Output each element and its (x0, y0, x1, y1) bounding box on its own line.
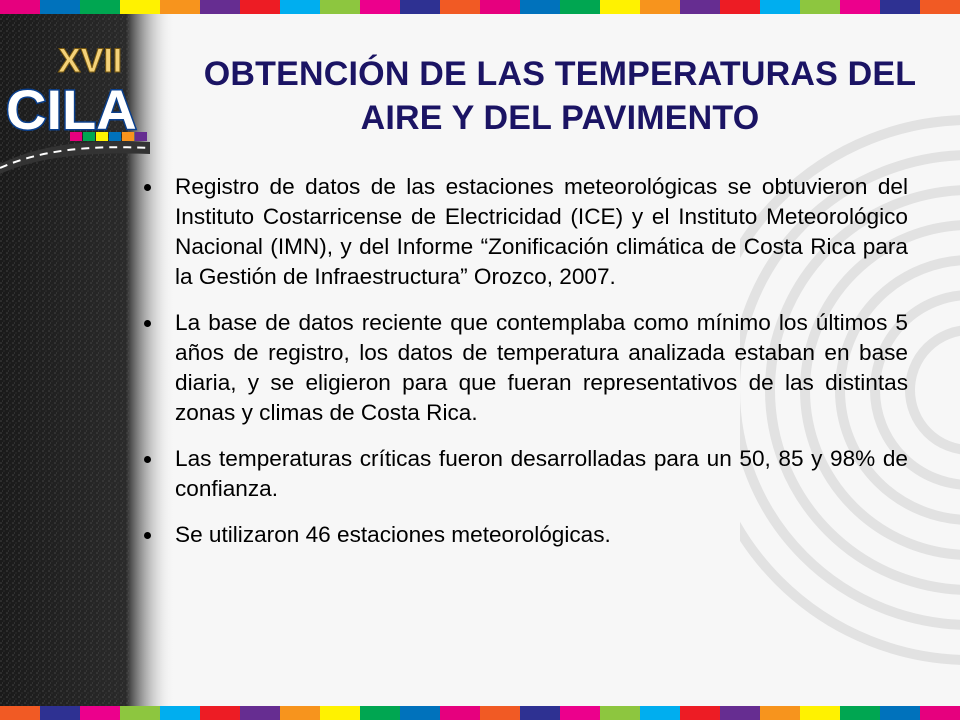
logo-acronym: CILA (6, 78, 137, 141)
bullet-dot-icon (144, 320, 151, 327)
top-color-stripe (0, 0, 960, 14)
bullet-text: Se utilizaron 46 estaciones meteorológicas. (175, 522, 611, 547)
title-line-2: AIRE Y DEL PAVIMENTO (360, 99, 760, 137)
bullet-list (140, 172, 908, 566)
bullet-text: Registro de datos de las estaciones meteorológicas se obtuvieron del Instituto Costarricense de Electricidad (ICE) y el Instituto Meteorológico Nacional (IMN), y del Informe “Zonificación climática de Costa Rica para la Gestión de Infraestructura” Orozco, 2007. (175, 174, 908, 289)
list-item (140, 444, 908, 504)
logo-numeral: XVII (58, 42, 123, 80)
bullet-text: La base de datos reciente que contemplaba como mínimo los últimos 5 años de registro, los datos de temperatura analizada estaban en base diaria, y se eligieron para que fueran representativos de las distintas zonas y climas de Costa Rica. (175, 310, 908, 425)
bullet-text: Las temperaturas críticas fueron desarrolladas para un 50, 85 y 98% de confianza. (175, 446, 908, 501)
bottom-color-stripe (0, 706, 960, 720)
list-item (140, 520, 908, 550)
list-item (140, 172, 908, 292)
cila-logo (0, 14, 160, 174)
title-line-1: OBTENCIÓN DE LAS TEMPERATURAS DEL (203, 55, 917, 93)
bullet-dot-icon (144, 456, 151, 463)
bullet-dot-icon (144, 184, 151, 191)
list-item (140, 308, 908, 428)
page-title (190, 52, 930, 140)
bullet-dot-icon (144, 532, 151, 539)
